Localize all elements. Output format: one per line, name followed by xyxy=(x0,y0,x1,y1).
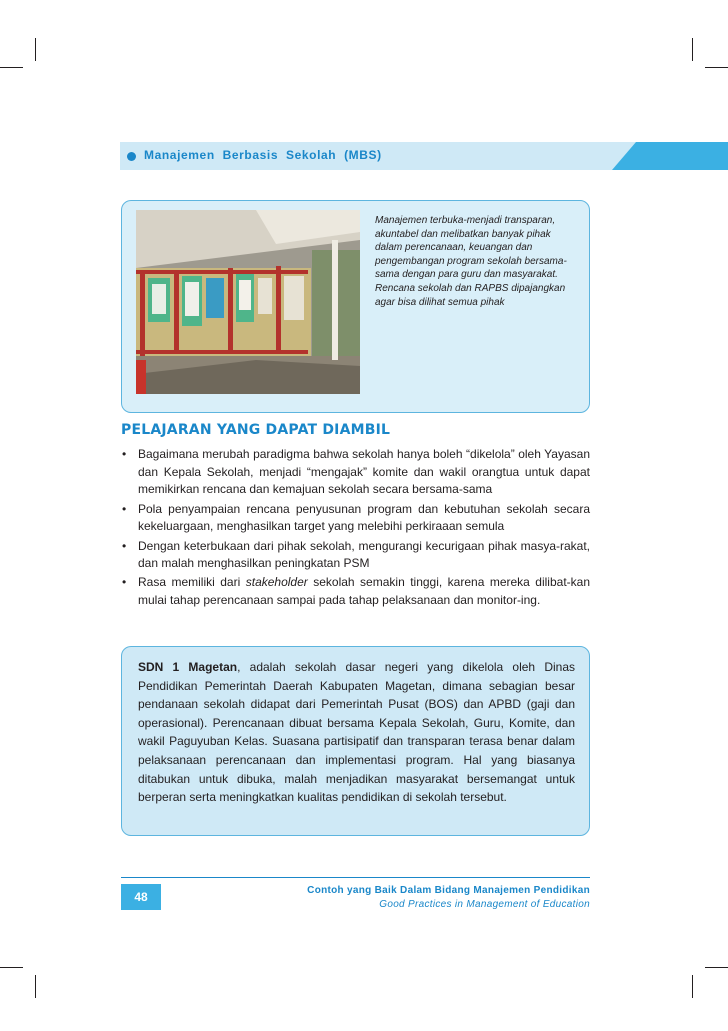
bullet-icon: • xyxy=(122,538,127,553)
bullet-icon: • xyxy=(122,501,127,516)
list-item xyxy=(121,574,590,609)
bullet-icon: • xyxy=(122,447,127,461)
crop-mark xyxy=(705,967,728,968)
photo-caption: Manajemen terbuka-menjadi transparan, akuntabel dan melibatkan banyak pihak dalam perencanaan, keuangan dan pengembangan program sekolah bersama-sama dengan para guru dan masyarakat. Rencana sekolah dan RAPBS dipajangkan agar bisa dilihat semua pihak xyxy=(375,215,567,308)
footer-divider xyxy=(121,877,590,878)
school-description: , adalah sekolah dasar negeri yang dikelola oleh Dinas Pendidikan Pemerintah Daerah Kabupaten Magetan, dimana sebagian besar pendanaan sekolah didapat dari Pemerintah Pusat (BOS) dan APBD (gaji dan operasional). Perencanaan dibuat bersama Kepala Sekolah, Guru, Komite, dan wakil Paguyuban Kelas. Suasana partisipatif dan transparan terasa benar dalam pelaksanaan perencanaan dan implementasi program. Hal yang biasanya ditabukan untuk dibuka, malah menjadikan masyarakat bersemangat untuk berperan serta meningkatkan kualitas pendidikan di sekolah tersebut. xyxy=(138,660,575,805)
list-item-text: Bagaimana merubah paradigma bahwa sekolah hanya boleh “dikelola” oleh Yayasan dan Kepala Sekolah, menjadi “mengajak” komite dan wakil orangtua untuk dapat memikirkan rencana dan kemajuan sekolah secara bersama-sama xyxy=(138,447,590,497)
school-notice-board-photo xyxy=(136,210,360,394)
list-item xyxy=(121,538,590,573)
crop-mark xyxy=(0,67,23,68)
photo-illustration xyxy=(136,210,360,394)
page-number: 48 xyxy=(121,884,161,910)
running-header-title: Manajemen Berbasis Sekolah (MBS) xyxy=(144,148,382,162)
list-item-text: Dengan keterbukaan dari pihak sekolah, mengurangi kecurigaan pihak masya-rakat, dan malah menghasilkan peningkatan PSM xyxy=(138,538,590,571)
lessons-list xyxy=(121,446,590,611)
crop-mark xyxy=(35,975,36,998)
crop-mark xyxy=(692,38,693,61)
crop-mark xyxy=(35,38,36,61)
crop-mark xyxy=(0,967,23,968)
header-bullet-icon xyxy=(127,152,136,161)
list-item xyxy=(121,446,590,499)
school-info-text xyxy=(138,658,575,807)
footer-book-title: Contoh yang Baik Dalam Bidang Manajemen Pendidikan xyxy=(307,885,590,896)
list-item-text-end: sekolah semakin tinggi, karena mereka dilibat-kan mulai tahap perencanaan sampai pada tahap pelaksanaan dan monitor-ing. xyxy=(138,575,590,608)
section-title: PELAJARAN YANG DAPAT DIAMBIL xyxy=(121,422,391,438)
list-item xyxy=(121,501,590,536)
header-accent-tab xyxy=(612,142,728,170)
crop-mark xyxy=(692,975,693,998)
crop-mark xyxy=(705,67,728,68)
footer-book-subtitle: Good Practices in Management of Education xyxy=(379,899,590,910)
school-name: SDN 1 Magetan xyxy=(138,660,238,674)
list-item-text-start: Rasa memiliki dari xyxy=(138,575,246,590)
list-item-text: Pola penyampaian rencana penyusunan program dan kebutuhan sekolah secara kekeluargaan, menghasilkan target yang melebihi perkiraaan semula xyxy=(138,501,590,534)
bullet-icon: • xyxy=(122,575,127,590)
list-item-emphasis: stakeholder xyxy=(245,575,308,590)
